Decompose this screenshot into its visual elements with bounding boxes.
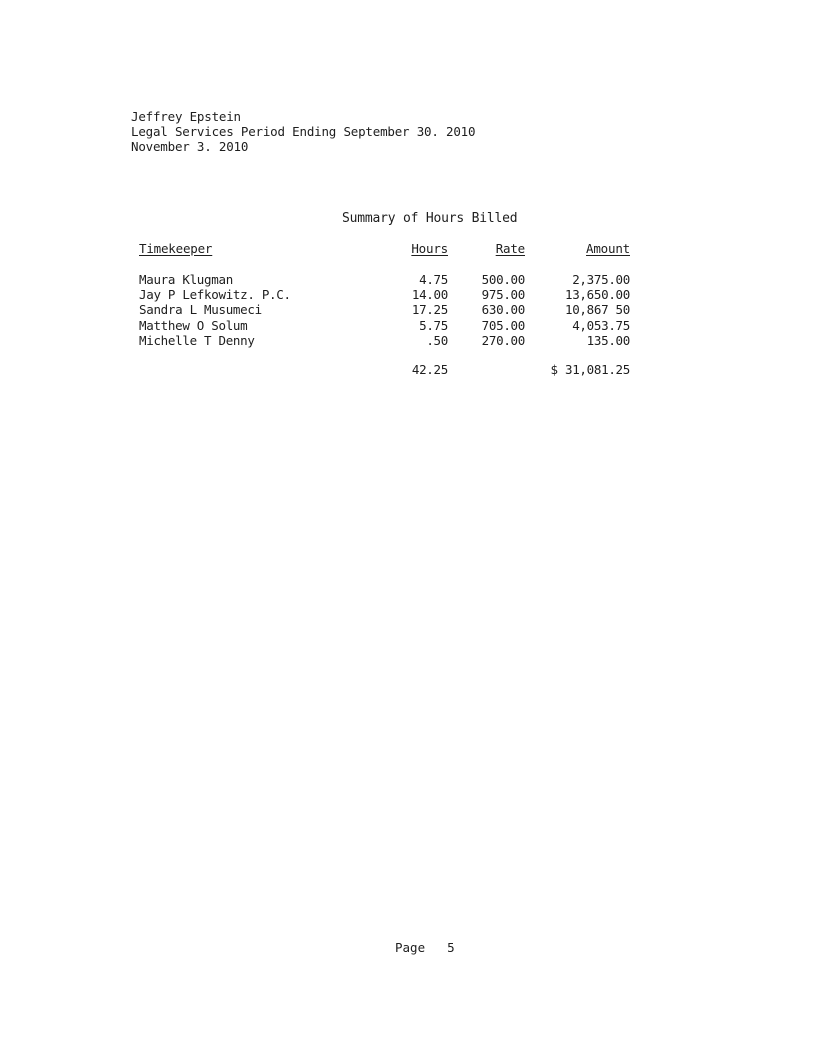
total-amount: $ 31,081.25 bbox=[550, 362, 630, 377]
rate-cell: 500.00 bbox=[481, 272, 525, 287]
timekeeper-name: Maura Klugman bbox=[139, 272, 233, 287]
total-hours: 42.25 bbox=[411, 362, 448, 377]
column-header-rate: Rate bbox=[495, 241, 525, 256]
table-row bbox=[0, 318, 816, 333]
summary-title: Summary of Hours Billed bbox=[342, 211, 518, 226]
timekeeper-name: Sandra L Musumeci bbox=[139, 302, 262, 318]
rate-cell: 270.00 bbox=[481, 332, 525, 348]
rate-cell: 630.00 bbox=[481, 302, 525, 318]
page-footer bbox=[395, 940, 455, 955]
column-header-hours: Hours bbox=[411, 241, 448, 256]
amount-cell: 13,650.00 bbox=[564, 287, 630, 303]
table-header bbox=[0, 241, 816, 259]
document-header bbox=[131, 109, 475, 154]
hours-cell: 4.75 bbox=[419, 272, 448, 287]
client-name: Jeffrey Epstein bbox=[131, 109, 241, 124]
date-line: November 3. 2010 bbox=[131, 139, 249, 154]
table-row bbox=[0, 333, 816, 348]
rate-cell: 705.00 bbox=[481, 317, 525, 333]
amount-cell: 10,867 50 bbox=[564, 302, 630, 318]
page-label: Page bbox=[395, 940, 426, 955]
amount-cell: 2,375.00 bbox=[572, 272, 630, 287]
hours-cell: .50 bbox=[426, 332, 448, 348]
table-row bbox=[0, 302, 816, 317]
timekeeper-name: Michelle T Denny bbox=[139, 332, 255, 348]
hours-cell: 5.75 bbox=[419, 317, 448, 333]
hours-cell: 14.00 bbox=[411, 287, 448, 303]
period-line: Legal Services Period Ending September 30. 2010 bbox=[131, 124, 476, 139]
page-number: 5 bbox=[447, 940, 455, 955]
column-header-timekeeper: Timekeeper bbox=[139, 241, 213, 256]
hours-cell: 17.25 bbox=[411, 302, 448, 318]
timekeeper-name: Matthew O Solum bbox=[139, 317, 248, 333]
table-row bbox=[0, 287, 816, 302]
timekeeper-name: Jay P Lefkowitz. P.C. bbox=[139, 287, 291, 303]
rate-cell: 975.00 bbox=[481, 287, 525, 303]
table-row bbox=[0, 272, 816, 287]
amount-cell: 135.00 bbox=[586, 332, 630, 348]
column-header-amount: Amount bbox=[586, 241, 630, 256]
amount-cell: 4,053.75 bbox=[572, 317, 630, 333]
totals-row bbox=[0, 362, 816, 378]
table-body bbox=[0, 272, 816, 348]
